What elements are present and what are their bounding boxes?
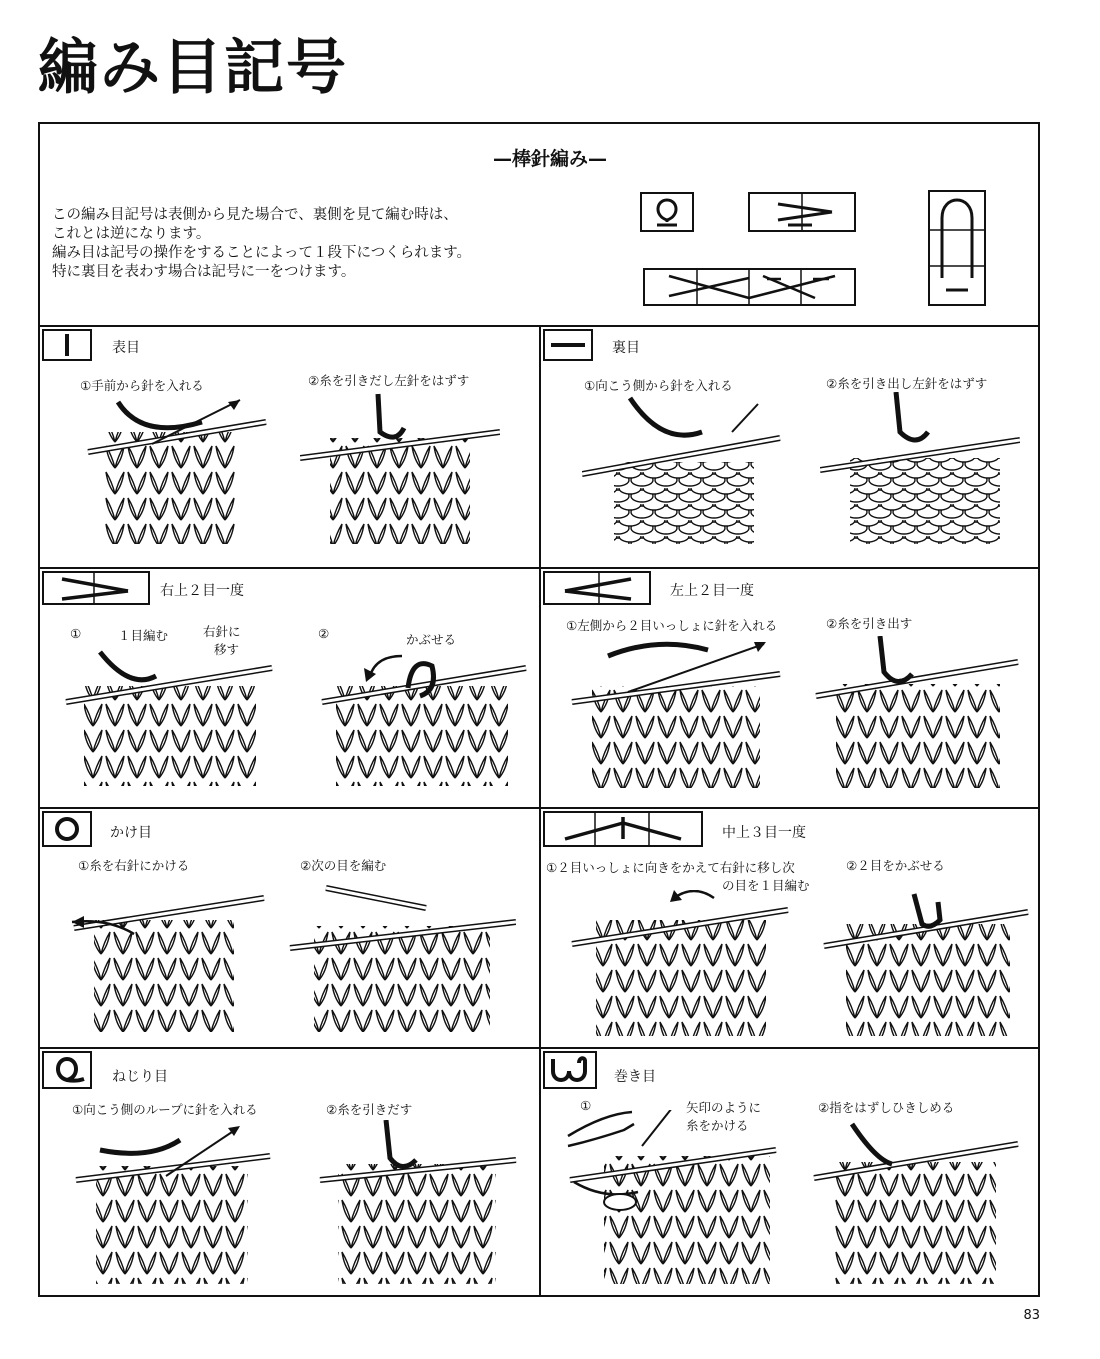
step-text: １目編む (118, 628, 169, 643)
purl-step2-illustration (820, 392, 1020, 552)
twisted-stitch-step1-illustration (70, 1120, 280, 1290)
right-decrease-purl-icon (750, 194, 854, 230)
purl-step1-illustration (582, 392, 782, 552)
cell-label: 左上２目一度 (670, 583, 754, 599)
wrap-stitch-symbol-box (543, 1051, 597, 1089)
circle-icon (44, 813, 90, 845)
step-text: ①向こう側のループに針を入れる (72, 1102, 258, 1117)
yarn-over-step2-illustration (286, 878, 516, 1038)
left-decrease-symbol-box (543, 571, 651, 605)
intro-line: この編み目記号は表側から見た場合で、裏側を見て編む時は、 (52, 207, 458, 223)
horizontal-bar-icon (545, 331, 591, 359)
step-text: かぶせる (406, 632, 457, 647)
wrap-stitch-step2-illustration (812, 1120, 1022, 1290)
cell-label: 巻き目 (614, 1069, 656, 1085)
example-decrease-box (748, 192, 856, 232)
knit-step1-illustration (82, 392, 272, 552)
cell-label: 表目 (112, 340, 140, 356)
page-number: 83 (1023, 1308, 1040, 1323)
step-text: 糸をかける (686, 1118, 749, 1133)
step-text: ②糸を引きだす (326, 1102, 413, 1117)
twisted-stitch-step2-illustration (318, 1120, 518, 1290)
right-decrease-step1-illustration (60, 650, 280, 790)
center-decrease-symbol-box (543, 811, 703, 847)
intro-line: 特に裏目を表わす場合は記号に一をつけます。 (52, 264, 356, 280)
example-twist-purl-box (640, 192, 694, 232)
intro-line: 編み目は記号の操作をすることによって１段下につくられます。 (52, 245, 472, 261)
page-title: 編み目記号 (38, 33, 348, 103)
cell-label: ねじり目 (112, 1069, 168, 1085)
intro-line: これとは逆になります。 (52, 226, 211, 242)
step-text: ②２目をかぶせる (846, 858, 945, 873)
yarn-over-symbol-box (42, 811, 92, 847)
knit-step2-illustration (300, 392, 500, 552)
step-text: ② (318, 626, 330, 641)
step-text: の目を１目編む (722, 878, 810, 893)
cable-cross-icon (645, 270, 854, 304)
purl-symbol-box (543, 329, 593, 361)
vertical-bar-icon (44, 331, 90, 359)
step-text: ②糸を引き出し左針をはずす (826, 376, 988, 391)
section-title: —棒針編み— (492, 148, 607, 170)
intro-text (52, 206, 471, 282)
center-decrease-icon (545, 813, 701, 845)
step-text: ①２目いっしょに向きをかえて右針に移し次 (546, 860, 795, 875)
left-decrease-step2-illustration (812, 636, 1022, 792)
cell-label: 裏目 (612, 340, 640, 356)
step-text: ①手前から針を入れる (80, 378, 204, 393)
wrap-stitch-step1-illustration (564, 1110, 784, 1290)
cell-label: 中上３目一度 (722, 825, 806, 841)
twist-icon (44, 1053, 90, 1087)
step-text: ②糸を引きだし左針をはずす (308, 373, 470, 388)
step-text: 移す (214, 642, 240, 657)
step-text: ②指をはずしひきしめる (818, 1100, 955, 1115)
step-text: ① (70, 626, 82, 641)
step-text: 矢印のように (686, 1100, 762, 1115)
step-text: ①糸を右針にかける (78, 858, 190, 873)
step-text: ②糸を引き出す (826, 616, 913, 631)
knit-symbol-box (42, 329, 92, 361)
right-decrease-icon (44, 573, 148, 603)
yarn-over-step1-illustration (68, 878, 268, 1038)
step-text: ①向こう側から針を入れる (584, 378, 733, 393)
left-decrease-step1-illustration (568, 636, 788, 792)
step-text: ① (580, 1098, 592, 1113)
center-decrease-step1-illustration (570, 890, 790, 1040)
twisted-stitch-symbol-box (42, 1051, 92, 1089)
step-text: ①左側から２目いっしょに針を入れる (566, 618, 778, 633)
center-decrease-step2-illustration (822, 890, 1032, 1040)
example-cable-box (643, 268, 856, 306)
cell-label: 右上２目一度 (160, 583, 244, 599)
wrap-icon (545, 1053, 595, 1087)
slip-stitch-icon (930, 192, 984, 304)
step-text: 右針に (203, 624, 241, 639)
left-decrease-icon (545, 573, 649, 603)
example-slip-box (928, 190, 986, 306)
step-text: ②次の目を編む (300, 858, 387, 873)
right-decrease-step2-illustration (312, 650, 532, 790)
cell-label: かけ目 (110, 825, 152, 841)
right-decrease-symbol-box (42, 571, 150, 605)
twist-purl-icon (642, 194, 692, 230)
grid-divider (539, 325, 541, 1297)
